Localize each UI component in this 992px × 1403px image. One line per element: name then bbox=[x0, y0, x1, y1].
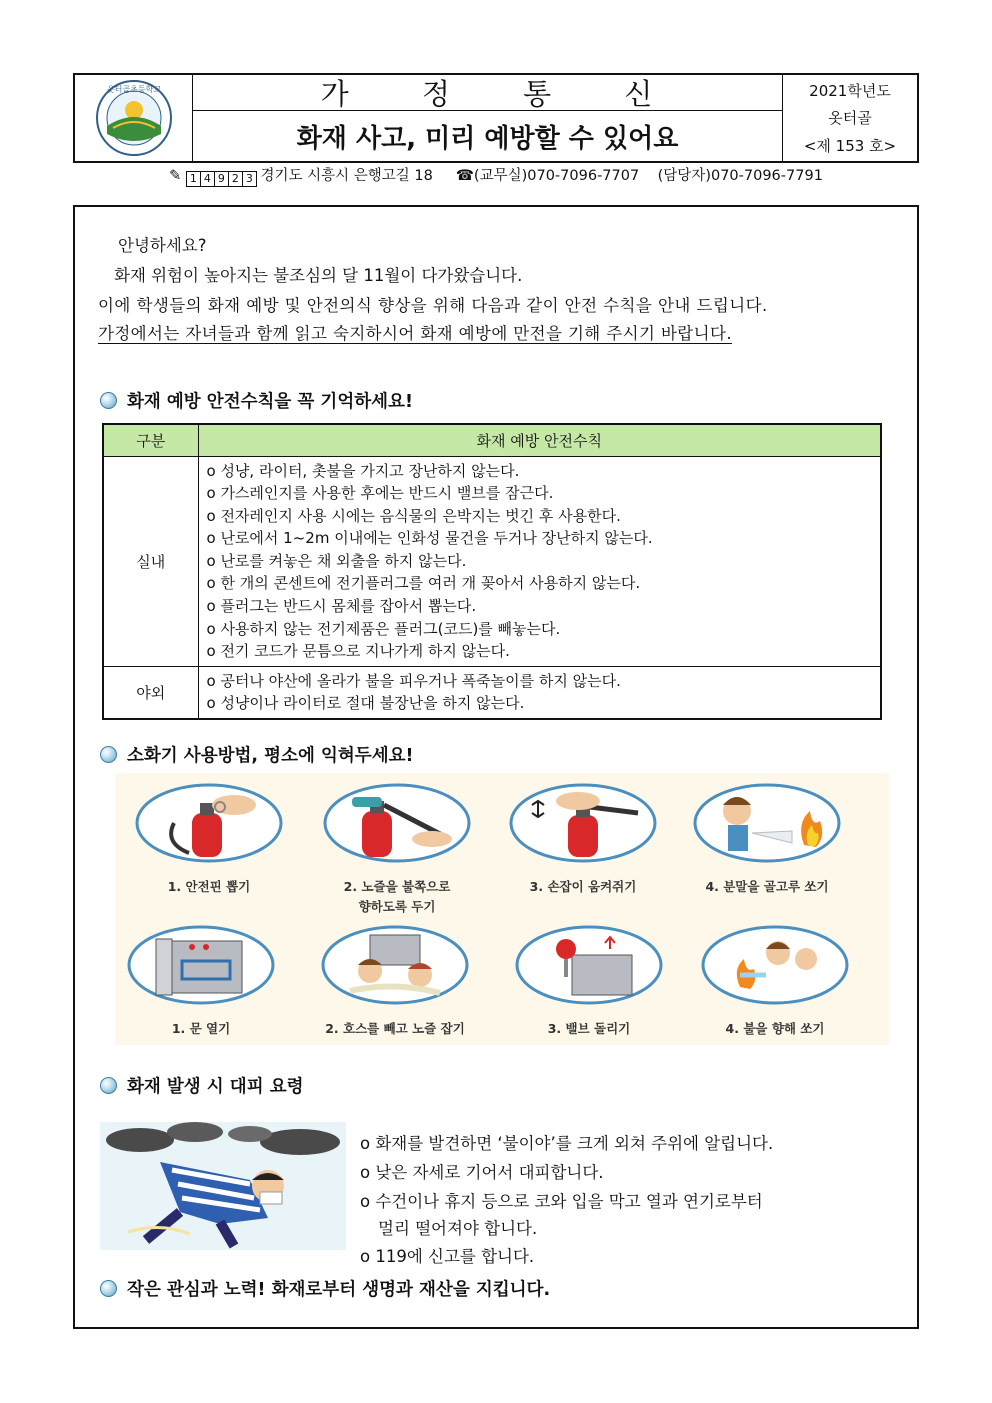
extinguisher-step-2 bbox=[307, 783, 487, 917]
svg-text:옷터골초등학교: 옷터골초등학교 bbox=[106, 85, 161, 94]
pull-pin-illustration bbox=[134, 783, 284, 863]
rule-item: o 난로에서 1~2m 이내에는 인화성 물건을 두거나 장난하지 않는다. bbox=[206, 529, 653, 548]
school-logo-cell bbox=[75, 75, 193, 161]
extinguisher-step-4 bbox=[677, 783, 857, 897]
category-outdoor: 야외 bbox=[103, 666, 198, 719]
step-caption: 3. 밸브 돌리기 bbox=[547, 1021, 631, 1036]
rule-item: o 사용하지 않는 전기제품은 플러그(코드)를 빼놓는다. bbox=[206, 619, 561, 638]
title-block bbox=[193, 75, 783, 161]
rule-item: o 공터나 야산에 올라가 불을 피우거나 폭죽놀이를 하지 않는다. bbox=[206, 671, 621, 690]
bullet-icon bbox=[100, 1077, 117, 1094]
column-header-category: 구분 bbox=[103, 424, 198, 456]
open-door-illustration bbox=[126, 925, 276, 1005]
indoor-rules bbox=[198, 456, 881, 666]
section-heading-prevention: 화재 예방 안전수칙을 꼭 기억하세요! bbox=[100, 388, 413, 413]
crawling-evacuation-illustration bbox=[100, 1122, 346, 1250]
outdoor-rules bbox=[198, 666, 881, 719]
address-line bbox=[0, 164, 992, 187]
newsletter-header bbox=[73, 73, 919, 163]
school-name: 옷터골 bbox=[828, 109, 872, 128]
column-header-rules: 화재 예방 안전수칙 bbox=[198, 424, 881, 456]
hydrant-step-1 bbox=[111, 925, 291, 1039]
extinguisher-instructions-panel bbox=[115, 773, 889, 1045]
pull-hose-illustration bbox=[320, 925, 470, 1005]
evac-item: o 낮은 자세로 기어서 대피합니다. bbox=[360, 1163, 604, 1182]
rule-item: o 한 개의 콘센트에 전기플러그를 여러 개 꽂아서 사용하지 않는다. bbox=[206, 574, 641, 593]
greeting: 안녕하세요? bbox=[118, 236, 207, 255]
school-year: 2021학년도 bbox=[809, 82, 891, 101]
category-indoor: 실내 bbox=[103, 456, 198, 666]
step-caption: 3. 손잡이 움켜쥐기 bbox=[529, 879, 637, 894]
table-row-outdoor bbox=[103, 666, 881, 719]
evac-item: o 119에 신고를 합니다. bbox=[360, 1247, 535, 1266]
extinguisher-step-3 bbox=[493, 783, 673, 897]
hydrant-step-2 bbox=[305, 925, 485, 1039]
rule-item: o 전기 코드가 문틈으로 지나가게 하지 않는다. bbox=[206, 642, 510, 661]
safety-rules-table bbox=[102, 423, 882, 720]
table-row-indoor bbox=[103, 456, 881, 666]
rule-item: o 전자레인지 사용 시에는 음식물의 은박지는 벗긴 후 사용한다. bbox=[206, 506, 621, 525]
section-heading-extinguisher: 소화기 사용방법, 평소에 익혀두세요! bbox=[100, 742, 413, 767]
intro-line-3: 가정에서는 자녀들과 함께 읽고 숙지하시어 화재 예방에 만전을 기해 주시기 바랍니다. bbox=[98, 324, 732, 343]
hydrant-step-3 bbox=[499, 925, 679, 1039]
issue-number: <제 153 호> bbox=[803, 136, 897, 155]
rule-item: o 가스레인지를 사용한 후에는 반드시 밸브를 잠근다. bbox=[206, 484, 554, 503]
pen-icon: ✎ bbox=[169, 168, 182, 184]
step-caption: 2. 호스를 빼고 노즐 잡기 bbox=[325, 1021, 465, 1036]
intro-line-2: 이에 학생들의 화재 예방 및 안전의식 향상을 위해 다음과 같이 안전 수칙을 안내 드립니다. bbox=[98, 296, 768, 315]
issue-info bbox=[783, 75, 917, 161]
evac-item: o 화재를 발견하면 ‘불이야’를 크게 외쳐 주위에 알립니다. bbox=[360, 1134, 774, 1153]
office-phone: (교무실)070-7096-7707 bbox=[473, 168, 640, 184]
hydrant-step-4 bbox=[685, 925, 865, 1039]
intro-line-1: 화재 위험이 높아지는 불조심의 달 11월이 다가왔습니다. bbox=[114, 266, 523, 285]
table-header-row bbox=[103, 424, 881, 456]
evac-item: o 수건이나 휴지 등으로 코와 입을 막고 열과 연기로부터 bbox=[360, 1192, 763, 1211]
newsletter-title: 가 정 통 신 bbox=[193, 75, 782, 111]
step-caption: 1. 안전핀 뽑기 bbox=[167, 879, 251, 894]
newsletter-subtitle: 화재 사고, 미리 예방할 수 있어요 bbox=[296, 123, 679, 154]
bullet-icon bbox=[100, 746, 117, 763]
step-caption: 2. 노즐을 불쪽으로 향하도록 두기 bbox=[343, 879, 451, 914]
step-caption: 4. 불을 향해 쏘기 bbox=[725, 1021, 825, 1036]
rule-item: o 성냥, 라이터, 촛불을 가지고 장난하지 않는다. bbox=[206, 461, 520, 480]
squeeze-handle-illustration bbox=[508, 783, 658, 863]
evac-item: 멀리 떨어져야 합니다. bbox=[378, 1219, 538, 1238]
bullet-icon bbox=[100, 1280, 117, 1297]
school-address: 경기도 시흥시 은행고길 18 bbox=[260, 168, 433, 184]
rule-item: o 성냥이나 라이터로 절대 불장난을 하지 않는다. bbox=[206, 694, 525, 713]
step-caption: 1. 문 열기 bbox=[171, 1021, 231, 1036]
rule-item: o 난로를 켜놓은 채 외출을 하지 않는다. bbox=[206, 551, 467, 570]
contact-phone: (담당자)070-7096-7791 bbox=[657, 168, 823, 184]
closing-message: 작은 관심과 노력! 화재로부터 생명과 재산을 지킵니다. bbox=[100, 1276, 550, 1301]
spray-powder-illustration bbox=[692, 783, 842, 863]
bullet-icon bbox=[100, 392, 117, 409]
rule-item: o 플러그는 반드시 몸체를 잡아서 뽑는다. bbox=[206, 597, 477, 616]
postcode: 1 4 9 2 3 bbox=[186, 168, 256, 184]
phone-icon: ☎ bbox=[455, 168, 474, 184]
turn-valve-illustration bbox=[514, 925, 664, 1005]
aim-nozzle-illustration bbox=[322, 783, 472, 863]
step-caption: 4. 분말을 골고루 쏘기 bbox=[705, 879, 829, 894]
school-logo bbox=[85, 78, 183, 158]
section-heading-evacuation: 화재 발생 시 대피 요령 bbox=[100, 1073, 304, 1098]
extinguisher-step-1 bbox=[119, 783, 299, 897]
spray-water-illustration bbox=[700, 925, 850, 1005]
